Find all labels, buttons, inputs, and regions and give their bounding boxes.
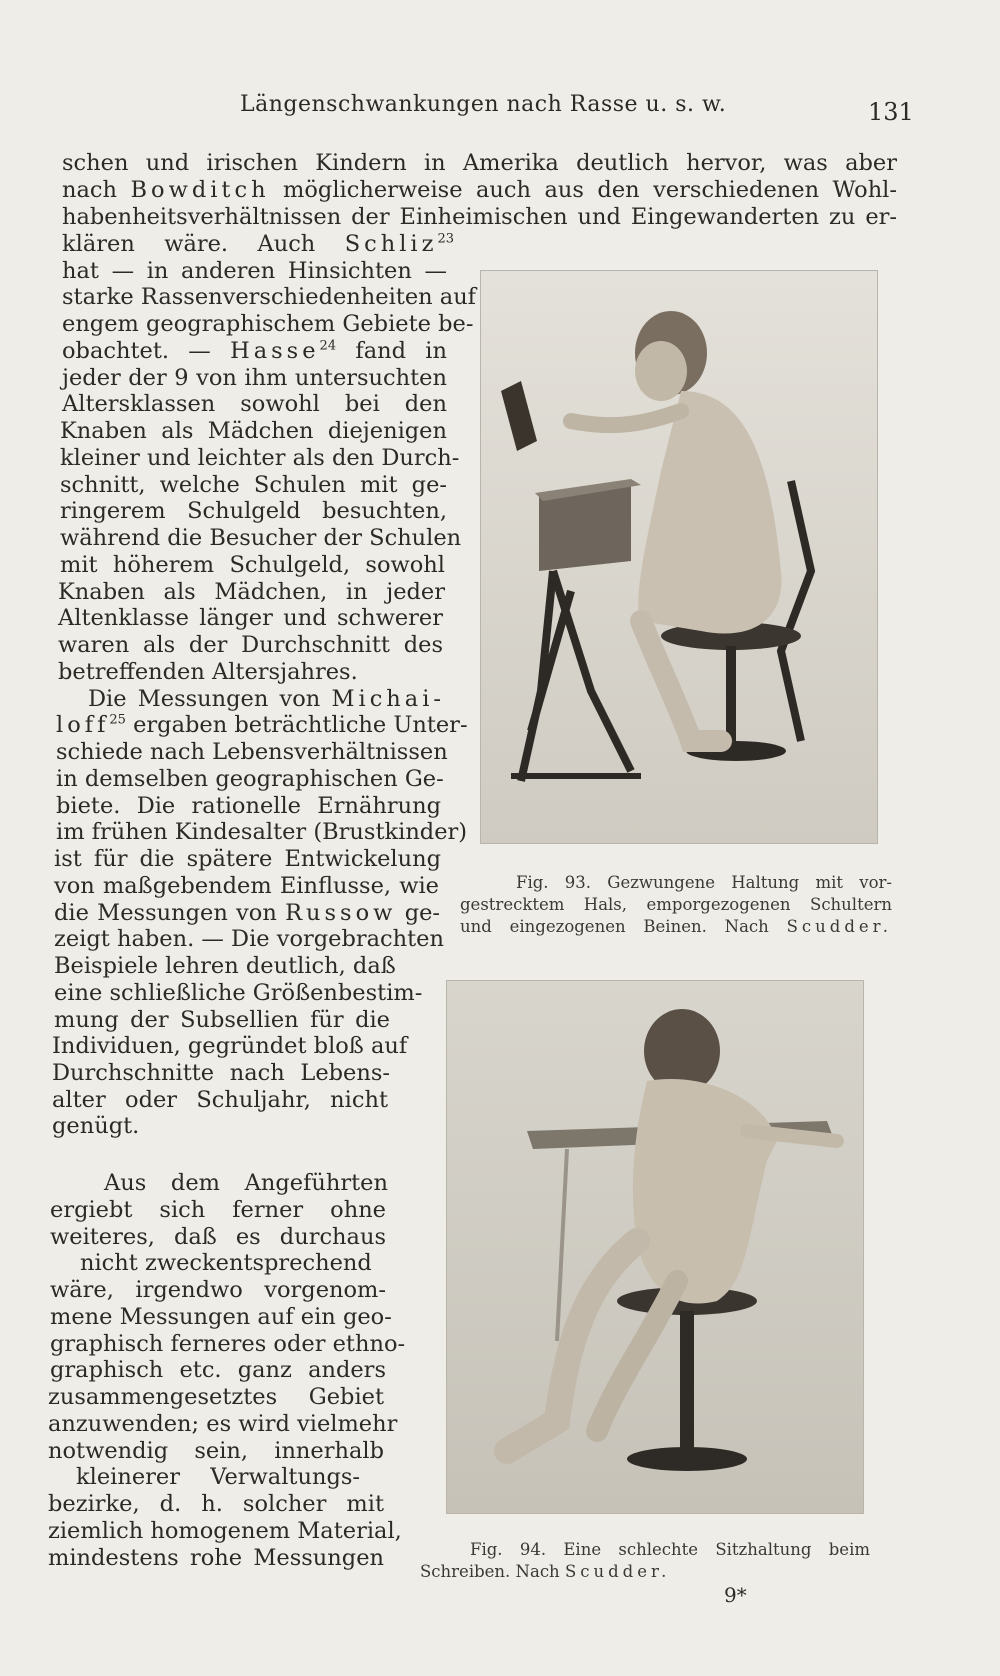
caption-line: Fig. 93. Gezwungene Haltung mit vor-	[516, 873, 892, 892]
text-line: zusammengesetztes Gebiet	[48, 1384, 384, 1410]
caption-line: Schreiben. Nach Scudder.	[420, 1562, 671, 1581]
text-line: genügt.	[52, 1113, 140, 1139]
text-line: in demselben geographischen Ge-	[56, 766, 444, 792]
text-line: eine schließliche Größenbestim-	[54, 980, 423, 1006]
text-line: weiteres, daß es durchaus	[50, 1224, 386, 1250]
figure-94-illustration	[446, 980, 864, 1514]
text-line: nicht zweckentsprechend	[80, 1250, 372, 1276]
text-line: betreffenden Altersjahres.	[58, 659, 358, 685]
text-line: loff$^{25}$ ergaben beträchtliche Unter-	[56, 712, 468, 738]
text-line: notwendig sein, innerhalb	[48, 1438, 384, 1464]
text-line: hat — in anderen Hinsichten —	[62, 258, 447, 284]
text-line: kleiner und leichter als den Durch-	[60, 445, 460, 471]
text-line: graphisch ferneres oder ethno-	[50, 1331, 406, 1357]
text-line: schnitt, welche Schulen mit ge-	[60, 472, 447, 498]
caption-line: gestrecktem Hals, emporgezogenen Schultern	[460, 895, 892, 914]
text-line: Beispiele lehren deutlich, daß	[54, 953, 396, 979]
text-line: ringerem Schulgeld besuchten,	[60, 498, 447, 524]
text-line: starke Rassenverschiedenheiten auf	[62, 284, 477, 310]
text-line: klären wäre. Auch Schliz$^{23}$	[62, 231, 455, 257]
running-title: Längenschwankungen nach Rasse u. s. w.	[240, 92, 727, 117]
figure-94-caption	[420, 1539, 870, 1583]
seated-reader-drawing	[481, 271, 877, 843]
text-line: jeder der 9 von ihm untersuchten	[62, 365, 447, 391]
text-line: Knaben als Mädchen, in jeder	[58, 579, 445, 605]
text-line: Durchschnitte nach Lebens-	[52, 1060, 390, 1086]
intro-line-2: nach Bowditch möglicherweise auch aus den verschiedenen Wohl-	[62, 177, 897, 203]
text-line: ist für die spätere Entwickelung	[54, 846, 441, 872]
text-line: kleinerer Verwaltungs-	[76, 1464, 360, 1490]
text-line: alter oder Schuljahr, nicht	[52, 1087, 388, 1113]
text-line: Aus dem Angeführten	[104, 1170, 388, 1196]
text-line: waren als der Durchschnitt des	[58, 632, 443, 658]
figure-93-caption	[460, 872, 892, 938]
text-line: mung der Subsellien für die	[54, 1007, 390, 1033]
text-line: Knaben als Mädchen diejenigen	[60, 418, 447, 444]
writing-posture-drawing	[447, 981, 863, 1513]
text-line: im frühen Kindesalter (Brustkinder)	[56, 819, 468, 845]
text-line: mene Messungen auf ein geo-	[50, 1304, 392, 1330]
author-name: Bowditch	[130, 177, 270, 203]
text-line: obachtet. — Hasse$^{24}$ fand in	[62, 338, 447, 364]
text-line: die Messungen von Russow ge-	[54, 900, 441, 926]
text-line: anzuwenden; es wird vielmehr	[48, 1411, 398, 1437]
text-line: Individuen, gegründet bloß auf	[52, 1033, 408, 1059]
text-line: ziemlich homogenem Material,	[48, 1518, 402, 1544]
text-line: biete. Die rationelle Ernährung	[56, 793, 441, 819]
text-line: mit höherem Schulgeld, sowohl	[60, 552, 445, 578]
text-line: zeigt haben. — Die vorgebrachten	[54, 926, 444, 952]
page-number: 131	[868, 98, 914, 126]
text-line: wäre, irgendwo vorgenom-	[50, 1277, 386, 1303]
intro-line-1: schen und irischen Kindern in Amerika deutlich hervor, was aber	[62, 150, 897, 176]
text-line: mindestens rohe Messungen	[48, 1545, 384, 1571]
text-line: Altersklassen sowohl bei den	[62, 391, 447, 417]
text-line: ergiebt sich ferner ohne	[50, 1197, 386, 1223]
text-line: von maßgebendem Einflusse, wie	[54, 873, 439, 899]
text-line: während die Besucher der Schulen	[60, 525, 462, 551]
signature-mark: 9*	[724, 1583, 747, 1607]
text-line: Altenklasse länger und schwerer	[58, 605, 443, 631]
intro-line-3: habenheitsverhältnissen der Einheimischen und Eingewanderten zu er-	[62, 204, 897, 230]
text-line: bezirke, d. h. solcher mit	[48, 1491, 384, 1517]
text-line: engem geographischem Gebiete be-	[62, 311, 474, 337]
figure-93-illustration	[480, 270, 878, 844]
text-line: graphisch etc. ganz anders	[50, 1357, 386, 1383]
text-line: Die Messungen von Michai-	[88, 686, 445, 712]
caption-line: und eingezogenen Beinen. Nach Scudder.	[460, 917, 892, 936]
caption-line: Fig. 94. Eine schlechte Sitzhaltung beim	[470, 1540, 870, 1559]
text-line: schiede nach Lebensverhältnissen	[56, 739, 448, 765]
